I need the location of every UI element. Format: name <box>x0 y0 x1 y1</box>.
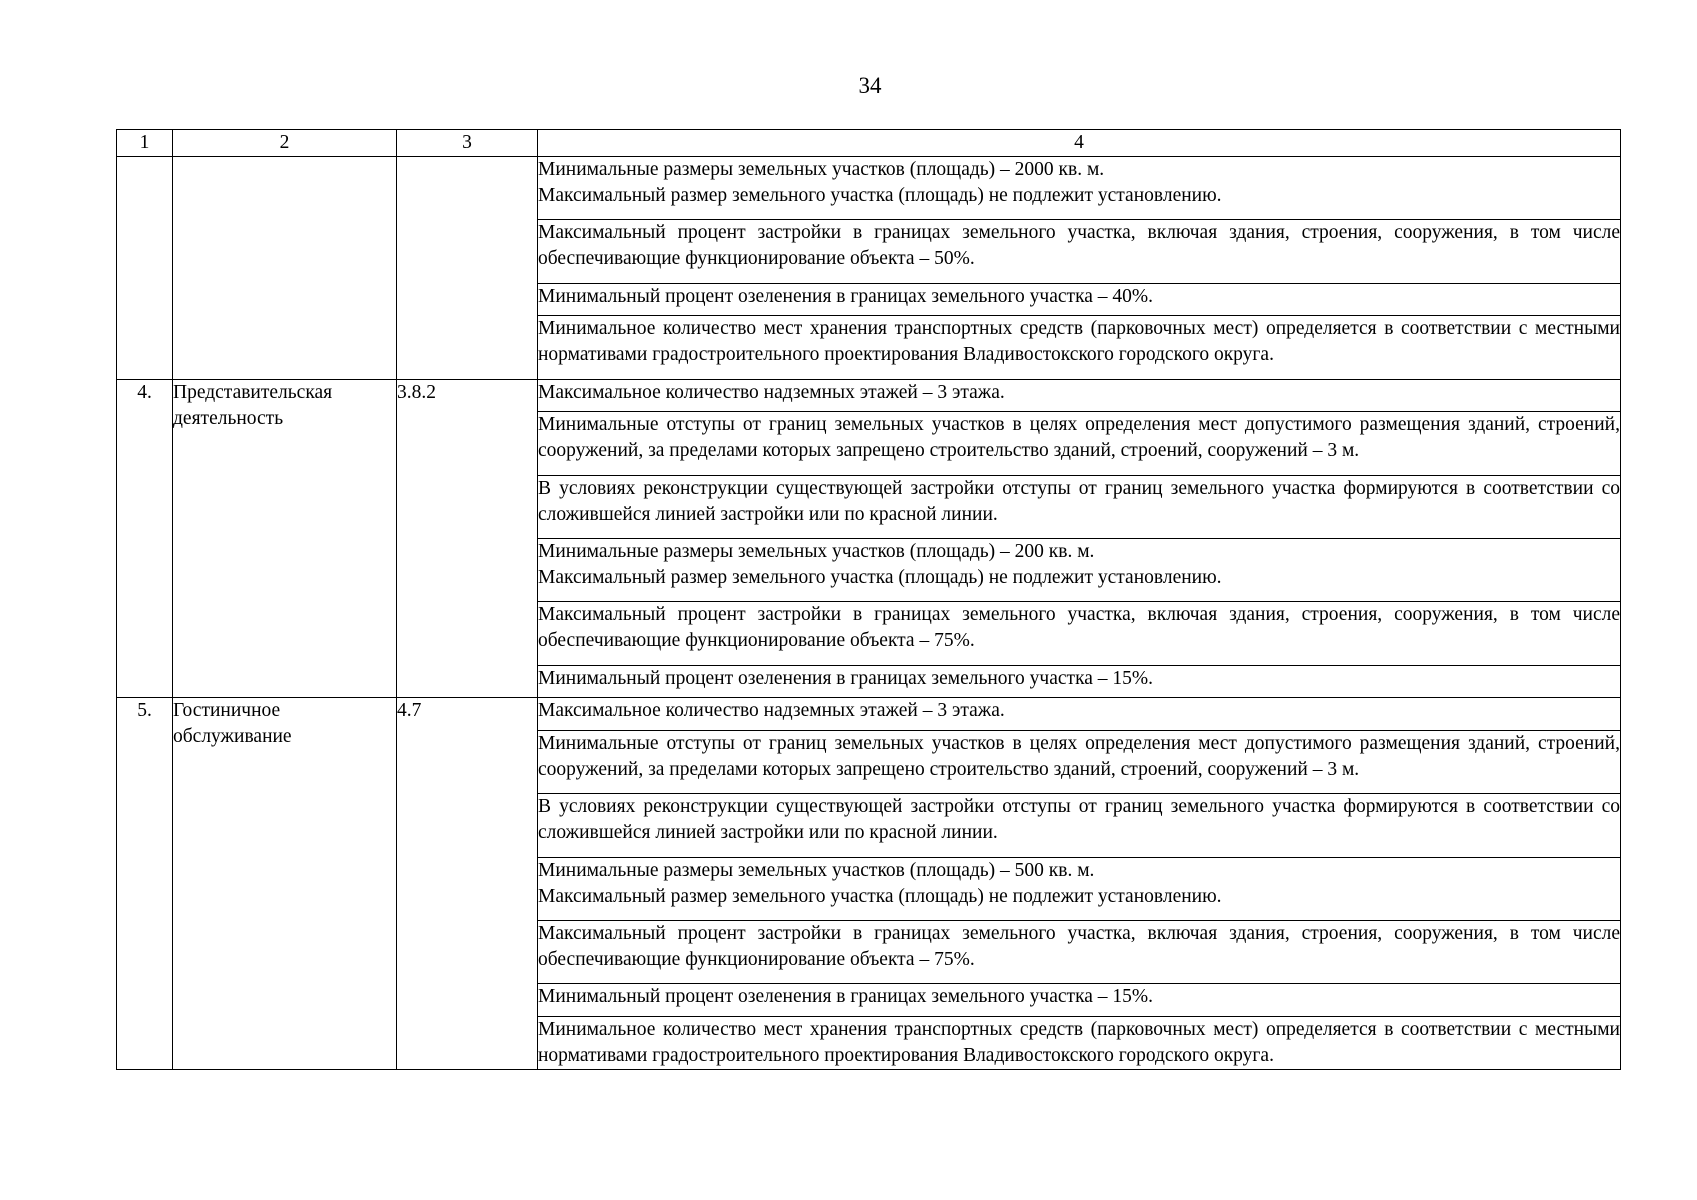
parameter-text: Максимальное количество надземных этажей – 3 этажа. <box>538 700 1005 722</box>
parameter-cell <box>538 602 1621 665</box>
parameter-text: Минимальные отступы от границ земельных участков в целях определения мест допустимого размещения зданий, строений, сооружений, за пределами которых запрещено строительство зданий, строений, сооружений – 3 м. <box>538 732 1620 780</box>
parameter-text: Максимальное количество надземных этажей – 3 этажа. <box>538 381 1005 403</box>
row-number: 4. <box>117 379 173 698</box>
empty-cell <box>117 157 173 380</box>
empty-cell <box>397 157 538 380</box>
parameter-text: Максимальный процент застройки в границах земельного участка, включая здания, строения, сооружения, в том числе обеспечивающие функционирование объекта – 75%. <box>538 923 1620 970</box>
header-cell-1: 1 <box>117 130 173 157</box>
parameter-cell <box>538 379 1621 411</box>
parameter-cell <box>538 1017 1621 1070</box>
parameter-text: Минимальное количество мест хранения транспортных средств (парковочных мест) определяется в соответствии с местными нормативами градостроительного проектирования Владивостокского городского округа. <box>538 1019 1620 1066</box>
use-type-code: 3.8.2 <box>397 379 538 698</box>
parameter-text: Максимальный процент застройки в границах земельного участка, включая здания, строения, сооружения, в том числе обеспечивающие функционирование объекта – 75%. <box>538 604 1620 652</box>
parameter-cell <box>538 698 1621 730</box>
use-type-code: 4.7 <box>397 698 538 1070</box>
regulations-table-body <box>117 130 1621 1070</box>
parameter-cell <box>538 794 1621 857</box>
parameter-text: В условиях реконструкции существующей застройки отступы от границ земельного участка формируются в соответствии со сложившейся линией застройки или по красной линии. <box>538 796 1620 844</box>
parameter-text: Минимальное количество мест хранения транспортных средств (парковочных мест) определяется в соответствии с местными нормативами градостроительного проектирования Владивостокского городского округа. <box>538 318 1620 366</box>
empty-cell <box>173 157 397 380</box>
parameter-text: Минимальные размеры земельных участков (площадь) – 500 кв. м. <box>538 859 1095 881</box>
parameter-text: Максимальный размер земельного участка (площадь) не подлежит установлению. <box>538 185 1222 206</box>
parameter-text: Минимальный процент озеленения в границах земельного участка – 15%. <box>538 986 1154 1008</box>
header-cell-2: 2 <box>173 130 397 157</box>
parameter-cell <box>538 412 1621 475</box>
header-cell-3: 3 <box>397 130 538 157</box>
parameter-cell <box>538 157 1621 220</box>
parameter-cell <box>538 984 1621 1017</box>
parameter-cell <box>538 220 1621 283</box>
table-row <box>117 698 1621 730</box>
parameter-text: Максимальный размер земельного участка (площадь) не подлежит установлению. <box>538 885 1222 907</box>
parameter-cell <box>538 475 1621 538</box>
header-cell-4: 4 <box>538 130 1621 157</box>
table-row <box>117 157 1621 220</box>
parameter-cell <box>538 665 1621 697</box>
parameter-text: Минимальные размеры земельных участков (площадь) – 200 кв. м. <box>538 541 1095 562</box>
parameter-text: Минимальные размеры земельных участков (площадь) – 2000 кв. м. <box>538 159 1105 180</box>
parameter-text: В условиях реконструкции существующей застройки отступы от границ земельного участка формируются в соответствии со сложившейся линией застройки или по красной линии. <box>538 477 1620 525</box>
parameter-text: Максимальный размер земельного участка (площадь) не подлежит установлению. <box>538 567 1222 588</box>
row-number: 5. <box>117 698 173 1070</box>
parameter-cell <box>538 316 1621 379</box>
table-row <box>117 379 1621 411</box>
parameter-text: Минимальный процент озеленения в границах земельного участка – 15%. <box>538 667 1154 689</box>
use-type-name: Представительская деятельность <box>173 379 397 698</box>
parameter-cell <box>538 283 1621 315</box>
page-number: 34 <box>858 73 882 98</box>
parameter-cell <box>538 857 1621 920</box>
regulations-table <box>116 129 1621 1070</box>
use-type-name: Гостиничное обслуживание <box>173 698 397 1070</box>
parameter-text: Минимальный процент озеленения в границах земельного участка – 40%. <box>538 285 1154 307</box>
header-row <box>117 130 1621 157</box>
parameter-text: Максимальный процент застройки в границах земельного участка, включая здания, строения, сооружения, в том числе обеспечивающие функционирование объекта – 50%. <box>538 222 1620 270</box>
parameter-cell <box>538 539 1621 602</box>
parameter-cell <box>538 921 1621 984</box>
parameter-cell <box>538 730 1621 793</box>
parameter-text: Минимальные отступы от границ земельных участков в целях определения мест допустимого размещения зданий, строений, сооружений, за пределами которых запрещено строительство зданий, строений, сооружений – 3 м. <box>538 414 1620 462</box>
